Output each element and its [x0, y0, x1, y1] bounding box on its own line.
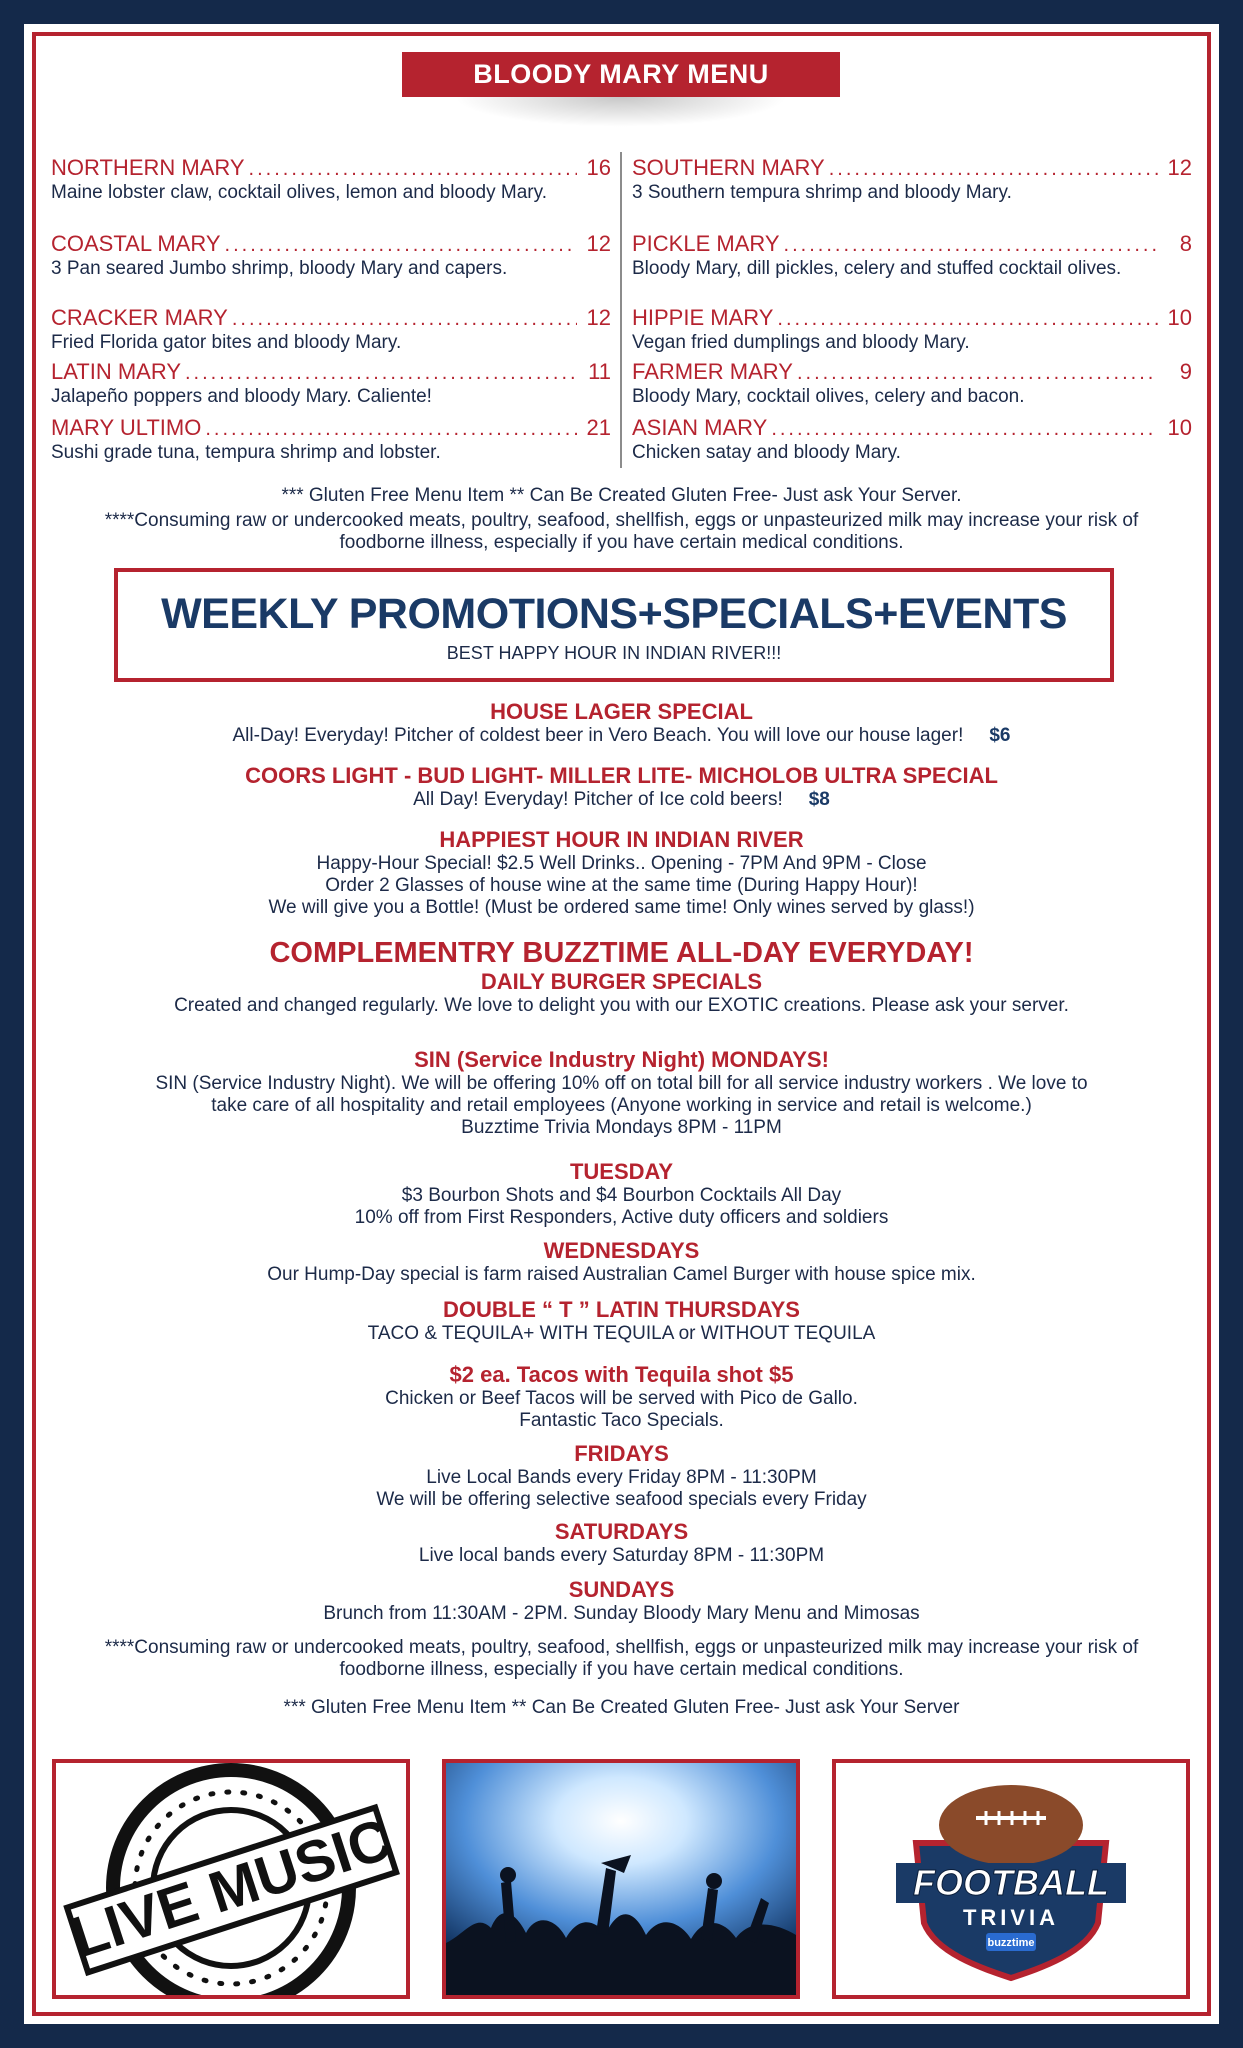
- special-text: All-Day! Everyday! Pitcher of coldest beer in Vero Beach. You will love our house lager!: [232, 725, 964, 746]
- special-text: Order 2 Glasses of house wine at the same time (During Happy Hour)!: [325, 875, 918, 896]
- special-text: $3 Bourbon Shots and $4 Bourbon Cocktails All Day: [401, 1185, 842, 1206]
- dot-leader: [784, 232, 1158, 258]
- special-sin-mondays: [64, 1047, 1179, 1139]
- menu-item-description: Jalapeño poppers and bloody Mary. Caliente!: [51, 386, 432, 407]
- special-title: WEDNESDAYS: [543, 1238, 700, 1263]
- special-friday: [64, 1441, 1179, 1511]
- menu-item-name: CRACKER MARY: [51, 305, 228, 330]
- special-text: We will give you a Bottle! (Must be ordered same time! Only wines served by glass!): [268, 897, 975, 918]
- menu-item-name: SOUTHERN MARY: [632, 155, 825, 180]
- menu-item-name: HIPPIE MARY: [632, 305, 774, 330]
- special-sunday: [64, 1577, 1179, 1625]
- menu-item-description: Bloody Mary, cocktail olives, celery and bacon.: [632, 386, 1025, 407]
- menu-item-name: COASTAL MARY: [51, 231, 221, 256]
- football-trivia-logo-icon: [836, 1763, 1186, 1995]
- dot-leader: [185, 360, 577, 386]
- menu-item-description: Vegan fried dumplings and bloody Mary.: [632, 332, 970, 353]
- dot-leader: [777, 306, 1158, 332]
- special-text: TACO & TEQUILA+ WITH TEQUILA or WITHOUT TEQUILA: [367, 1323, 876, 1344]
- special-text: 10% off from First Responders, Active duty officers and soldiers: [354, 1207, 889, 1228]
- concert-crowd-icon: [446, 1763, 796, 1995]
- dot-leader: [232, 306, 577, 332]
- menu-item-price: 12: [586, 231, 611, 256]
- special-text: take care of all hospitality and retail employees (Anyone working in service and retail is welcome.): [211, 1095, 1032, 1116]
- special-burger: [64, 969, 1179, 1017]
- live-music-text: LIVE MUSIC: [63, 1806, 400, 1971]
- menu-item: [632, 305, 1192, 353]
- gluten-free-note: *** Gluten Free Menu Item ** Can Be Created Gluten Free- Just ask Your Server.: [281, 485, 962, 506]
- football-trivia-image: [832, 1759, 1190, 1999]
- menu-item-description: Sushi grade tuna, tempura shrimp and lobster.: [51, 442, 441, 463]
- menu-item-name: LATIN MARY: [51, 359, 181, 384]
- menu-item-price: 8: [1179, 231, 1192, 256]
- menu-item: [51, 155, 611, 203]
- column-divider: [620, 152, 622, 468]
- promotions-subtitle: BEST HAPPY HOUR IN INDIAN RIVER!!!: [446, 643, 782, 663]
- special-title: DOUBLE “ T ” LATIN THURSDAYS: [443, 1297, 800, 1322]
- menu-item-price: 12: [1167, 155, 1192, 180]
- special-tuesday: [64, 1159, 1179, 1229]
- special-happiest-hour: [64, 827, 1179, 919]
- menu-item-description: Bloody Mary, dill pickles, celery and stuffed cocktail olives.: [632, 258, 1122, 279]
- menu-item-description: Maine lobster claw, cocktail olives, lemon and bloody Mary.: [51, 182, 547, 203]
- special-saturday: [64, 1519, 1179, 1567]
- special-price: $8: [808, 789, 830, 810]
- menu-item: [632, 155, 1192, 203]
- special-text: Buzztime Trivia Mondays 8PM - 11PM: [461, 1117, 782, 1138]
- special-light-beers: [64, 763, 1179, 811]
- special-title: COMPLEMENTRY BUZZTIME ALL-DAY EVERYDAY!: [269, 937, 974, 969]
- live-music-image: [52, 1759, 410, 1999]
- menu-item-price: 21: [586, 415, 611, 440]
- menu-item: [51, 305, 611, 353]
- promotions-title: WEEKLY PROMOTIONS+SPECIALS+EVENTS: [161, 590, 1067, 638]
- menu-item-name: MARY ULTIMO: [51, 415, 202, 440]
- special-text: SIN (Service Industry Night). We will be offering 10% off on total bill for all service industry workers . We love to: [155, 1073, 1088, 1094]
- menu-item-price: 9: [1179, 359, 1192, 384]
- menu-item: [632, 231, 1192, 279]
- menu-item-price: 16: [586, 155, 611, 180]
- dot-leader: [829, 156, 1158, 182]
- special-thursday: [64, 1297, 1179, 1345]
- menu-item-description: Fried Florida gator bites and bloody Mary.: [51, 332, 402, 353]
- trivia-text: TRIVIA: [962, 1905, 1060, 1930]
- special-text: Fantastic Taco Specials.: [519, 1410, 724, 1431]
- concert-crowd-image: [442, 1759, 800, 1999]
- special-text: Live Local Bands every Friday 8PM - 11:30PM: [426, 1467, 817, 1488]
- menu-item: [51, 415, 611, 463]
- special-text: Our Hump-Day special is farm raised Australian Camel Burger with house spice mix.: [267, 1264, 976, 1285]
- special-house-lager: [64, 699, 1179, 747]
- special-title: SIN (Service Industry Night) MONDAYS!: [414, 1047, 829, 1072]
- menu-item: [632, 415, 1192, 463]
- special-title: DAILY BURGER SPECIALS: [480, 969, 763, 994]
- special-title: $2 ea. Tacos with Tequila shot $5: [449, 1362, 794, 1387]
- special-title: SATURDAYS: [554, 1519, 689, 1544]
- special-buzztime: [64, 936, 1179, 970]
- menu-item-name: NORTHERN MARY: [51, 155, 245, 180]
- menu-item-name: PICKLE MARY: [632, 231, 780, 256]
- special-text: We will be offering selective seafood specials every Friday: [376, 1489, 867, 1510]
- special-text: All Day! Everyday! Pitcher of Ice cold beers!: [413, 789, 783, 810]
- football-text: FOOTBALL: [913, 1862, 1109, 1903]
- dot-leader: [249, 156, 577, 182]
- consumer-advisory: ****Consuming raw or undercooked meats, poultry, seafood, shellfish, eggs or unpasteurized milk may increase your risk of foodborne illness, especially if you have certain medical conditions.: [104, 1637, 1139, 1680]
- banner-shadow: [454, 97, 788, 127]
- special-tacos: [64, 1362, 1179, 1432]
- special-title: TUESDAY: [569, 1159, 674, 1184]
- menu-item-price: 11: [588, 359, 611, 384]
- special-title: COORS LIGHT - BUD LIGHT- MILLER LITE- MICHOLOB ULTRA SPECIAL: [245, 763, 998, 788]
- special-text: Happy-Hour Special! $2.5 Well Drinks.. Opening - 7PM And 9PM - Close: [316, 853, 927, 874]
- menu-item: [51, 231, 611, 279]
- menu-item-price: 12: [586, 305, 611, 330]
- menu-item-price: 10: [1167, 415, 1192, 440]
- menu-item-name: ASIAN MARY: [632, 415, 768, 440]
- dot-leader: [771, 416, 1158, 442]
- promotions-header-box: [114, 568, 1114, 682]
- menu-item-description: 3 Pan seared Jumbo shrimp, bloody Mary and capers.: [51, 258, 508, 279]
- special-title: SUNDAYS: [568, 1577, 675, 1602]
- special-text: Brunch from 11:30AM - 2PM. Sunday Bloody Mary Menu and Mimosas: [323, 1603, 920, 1624]
- menu-item-description: Chicken satay and bloody Mary.: [632, 442, 901, 463]
- menu-page: [24, 24, 1219, 2024]
- special-text: Chicken or Beef Tacos will be served with Pico de Gallo.: [385, 1388, 858, 1409]
- menu-item-description: 3 Southern tempura shrimp and bloody Mary.: [632, 182, 1012, 203]
- menu-banner: BLOODY MARY MENU: [402, 52, 840, 97]
- menu-item-name: FARMER MARY: [632, 359, 793, 384]
- special-price: $6: [989, 725, 1011, 746]
- menu-item: [51, 359, 611, 407]
- dot-leader: [797, 360, 1158, 386]
- dot-leader: [205, 416, 577, 442]
- menu-item-price: 10: [1167, 305, 1192, 330]
- menu-item: [632, 359, 1192, 407]
- buzztime-logo-text: buzztime: [987, 1937, 1035, 1949]
- special-title: HAPPIEST HOUR IN INDIAN RIVER: [439, 827, 804, 852]
- special-text: Created and changed regularly. We love to delight you with our EXOTIC creations. Please ask your server.: [174, 995, 1069, 1016]
- dot-leader: [225, 232, 577, 258]
- gluten-free-note: *** Gluten Free Menu Item ** Can Be Created Gluten Free- Just ask Your Server: [283, 1697, 960, 1718]
- live-music-stamp-icon: [56, 1763, 406, 1995]
- special-text: Live local bands every Saturday 8PM - 11:30PM: [418, 1545, 825, 1566]
- special-title: HOUSE LAGER SPECIAL: [490, 699, 753, 724]
- special-title: FRIDAYS: [574, 1441, 669, 1466]
- consumer-advisory: ****Consuming raw or undercooked meats, poultry, seafood, shellfish, eggs or unpasteurized milk may increase your risk of foodborne illness, especially if you have certain medical conditions.: [104, 510, 1139, 553]
- special-wednesday: [64, 1238, 1179, 1286]
